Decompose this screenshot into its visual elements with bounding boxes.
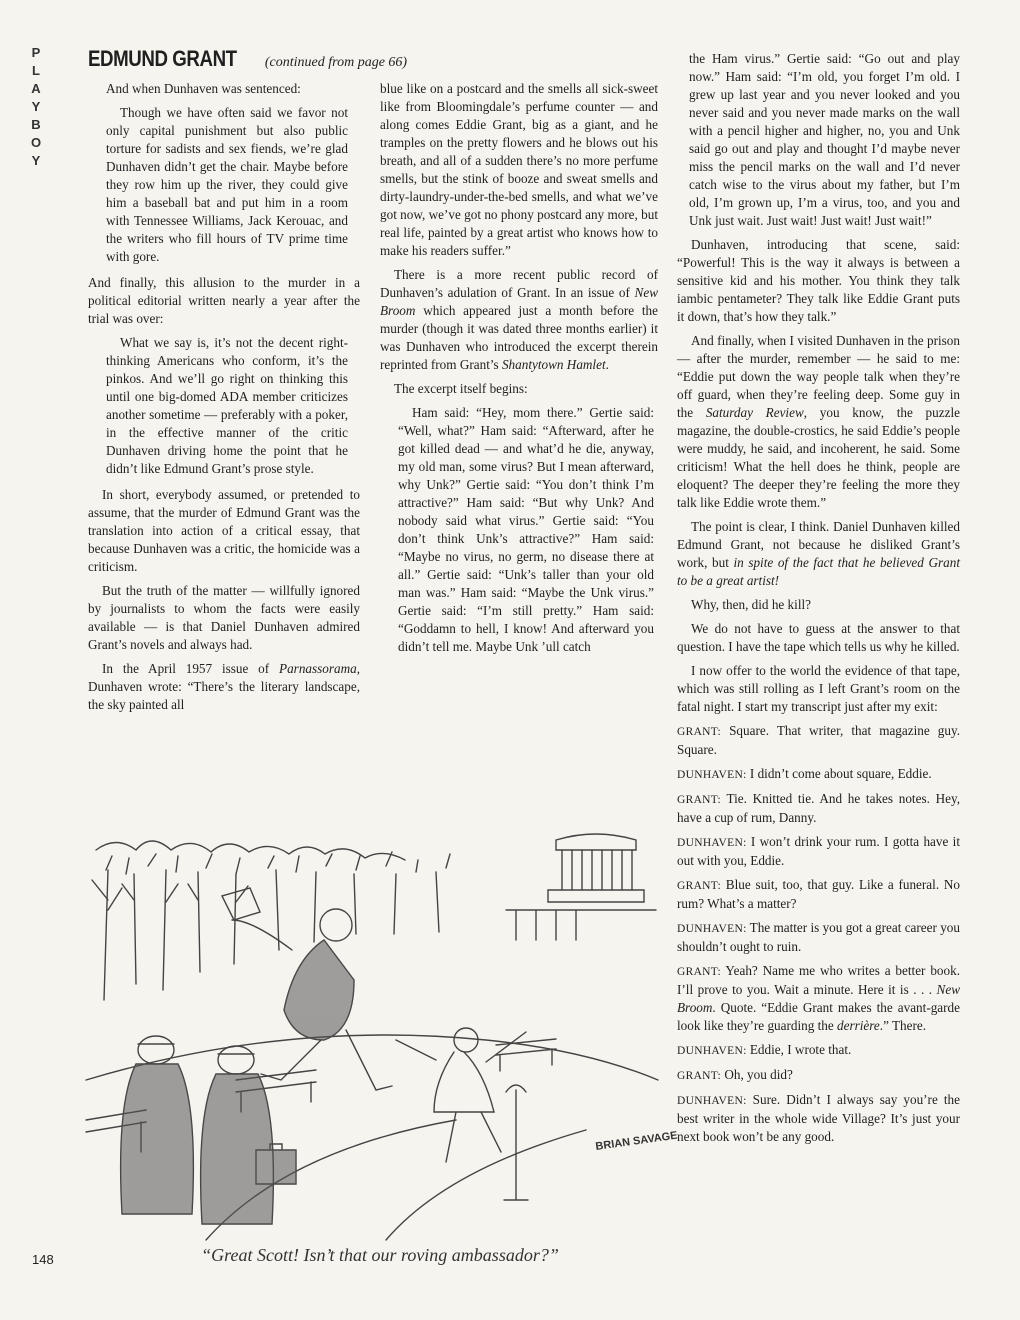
quoted-paragraph: the Ham virus.” Gertie said: “Go out and play now.” Ham said: “I’m old, you forget I’m old. I grew up last year and you never looked and you never said and you never made marks on the wall with a pencil higher and higher, no, you and Unk said go out and play and thought I’d maybe never miss the pencil marks on the wall and I’d never catch wise to the virus about my father, but I’m old, I’m grown up, I’m a virus, too, and you and Unk just wait. Just wait! Just wait! Just wait!” xyxy=(689,51,960,228)
cartoon-caption: “Great Scott! Isn’t that our roving ambassador?” xyxy=(201,1245,559,1265)
paragraph: blue like on a postcard and the smells all sick-sweet like from Bloomingdale’s perfume counter — and along comes Eddie Grant, big as a giant, and he tramples on the pretty flowers and he blows out his breath, and all of a sudden there’s no more perfume smells, but the stink of booze and sweat smells and dirty-laundry-under-the-bed smells, and what we’ve got now, we’ve got no phony postcard any more, but real life, painted by a great artist who knows how to make his readers suffer.” xyxy=(380,81,658,258)
paragraph: There is a more recent public record of Dunhaven’s adulation of Grant. In an issue of New Broom which appeared just a month before the murder (though it was dated three months earlier) it was Dunhaven who introduced the excerpt therein reprinted from Grant’s Shantytown Hamlet. xyxy=(380,267,658,372)
paragraph: The excerpt itself begins: xyxy=(394,381,528,396)
article-header xyxy=(88,46,407,80)
quoted-paragraph: What we say is, it’s not the decent right-thinking Americans who conform, it’s the pinkos. And we’ll go right on thinking this until one big-domed ADA member criticizes another sometime — preferably with a poker, in the effective manner of the critic Dunhaven driving home the point that he didn’t like Edmund Grant’s prose style. xyxy=(106,335,348,476)
paragraph: And finally, when I visited Dunhaven in the prison — after the murder, remember — he said to me: “Eddie put down the way people talk when they’re off guard, when they’re feeling deep. Some guy in the Saturday Review, you know, the puzzle magazine, the double-crostics, he said Eddie’s people were muddy, he said, and incoherent, he said. Some criticism! What the hell does he think, people are eloquent? The deeper they’re feeling the more they talk like Eddie wrote them.” xyxy=(677,333,960,510)
paragraph: Dunhaven, introducing that scene, said: “Powerful! This is the way it always is between a sensitive kid and his mother. You think they talk iambic pentameter? They talk like Eddie Grant puts it down, that’s how they talk.” xyxy=(677,237,960,324)
quoted-paragraph: Ham said: “Hey, mom there.” Gertie said: “Well, what?” Ham said: “Afterward, after he got killed dead — and what’d he die, anyway, my old man, some virus? But I mean afterward, why Unk?” Gertie said: “You don’t think I’m attractive?” Ham said: “But why Unk? And nobody said what virus.” Gertie said: “You don’t think Unk’s attractive?” Ham said: “Maybe no virus, no germ, no disease there at all.” Gertie said: “Unk’s taller than your old man was.” Ham said: “Maybe the Unk virus.” Gertie said: “I’m still pretty.” Ham said: “Goddamn to hell, I know! And afterward you didn’t tell me. Maybe Unk ’ull catch xyxy=(398,405,654,654)
dialogue-line: GRANT: Yeah? Name me who writes a better book. I’ll prove to you. Wait a minute. Here it is . . . New Broom. Quote. “Eddie Grant makes the avant-garde look like they’re guarding the derrière.” There. xyxy=(677,963,960,1033)
dialogue-line: DUNHAVEN: I won’t drink your rum. I gotta have it out with you, Eddie. xyxy=(677,834,960,868)
text-column-1 xyxy=(88,80,360,720)
magazine-masthead: P L A Y B O Y xyxy=(30,45,42,168)
paragraph: In short, everybody assumed, or pretended to assume, that the murder of Edmund Grant was the translation into action of a critical essay, that because Dunhaven was a critic, the homicide was a criticism. xyxy=(88,487,360,574)
quoted-paragraph: Though we have often said we favor not only capital punishment but also public torture for sadists and sex fiends, we’re glad Dunhaven didn’t get the chair. Maybe before they row him up the river, they could give him a baseball bat and put him in a room with Tennessee Williams, Jack Kerouac, and the writers who fill hours of TV prime time with gore. xyxy=(106,105,348,264)
article-title: EDMUND GRANT xyxy=(88,46,237,71)
paragraph: But the truth of the matter — willfully ignored by journalists to whom the facts were easily available — is that Daniel Dunhaven admired Grant’s novels and always had. xyxy=(88,583,360,652)
paragraph: In the April 1957 issue of Parnassorama, Dunhaven wrote: “There’s the literary landscape, the sky painted all xyxy=(88,661,360,712)
dialogue-line: DUNHAVEN: The matter is you got a great career you shouldn’t ought to ruin. xyxy=(677,920,960,954)
dialogue-line: GRANT: Oh, you did? xyxy=(677,1067,793,1082)
paragraph: And finally, this allusion to the murder in a political editorial written nearly a year after the trial was over: xyxy=(88,275,360,326)
paragraph: The point is clear, I think. Daniel Dunhaven killed Edmund Grant, not because he disliked Grant’s work, but in spite of the fact that he believed Grant to be a great artist! xyxy=(677,519,960,588)
cartoon-signature: BRIAN SAVAGE xyxy=(594,1129,679,1153)
dialogue-line: DUNHAVEN: Eddie, I wrote that. xyxy=(677,1042,852,1057)
paragraph: I now offer to the world the evidence of that tape, which was still rolling as I left Grant’s room on the fatal night. I start my transcript just after my exit: xyxy=(677,663,960,714)
continued-note: (continued from page 66) xyxy=(264,55,408,70)
dialogue-line: GRANT: Square. That writer, that magazine guy. Square. xyxy=(677,723,960,757)
dialogue-line: GRANT: Tie. Knitted tie. And he takes notes. Hey, have a cup of rum, Danny. xyxy=(677,791,960,825)
text-column-2 xyxy=(380,80,658,664)
paragraph: And when Dunhaven was sentenced: xyxy=(106,81,301,96)
text-column-3 xyxy=(677,50,960,1152)
dialogue-line: DUNHAVEN: I didn’t come about square, Eddie. xyxy=(677,766,932,781)
paragraph: Why, then, did he kill? xyxy=(691,597,812,612)
paragraph: We do not have to guess at the answer to that question. I have the tape which tells us why he killed. xyxy=(677,621,960,654)
dialogue-line: DUNHAVEN: Sure. Didn’t I always say you’re the best writer in the whole wide Village? It’s just your next book won’t be any good. xyxy=(677,1092,960,1144)
cartoon-illustration xyxy=(86,830,679,1240)
dialogue-line: GRANT: Blue suit, too, that guy. Like a funeral. No rum? What’s a matter? xyxy=(677,877,960,911)
page-number: 148 xyxy=(32,1252,54,1267)
